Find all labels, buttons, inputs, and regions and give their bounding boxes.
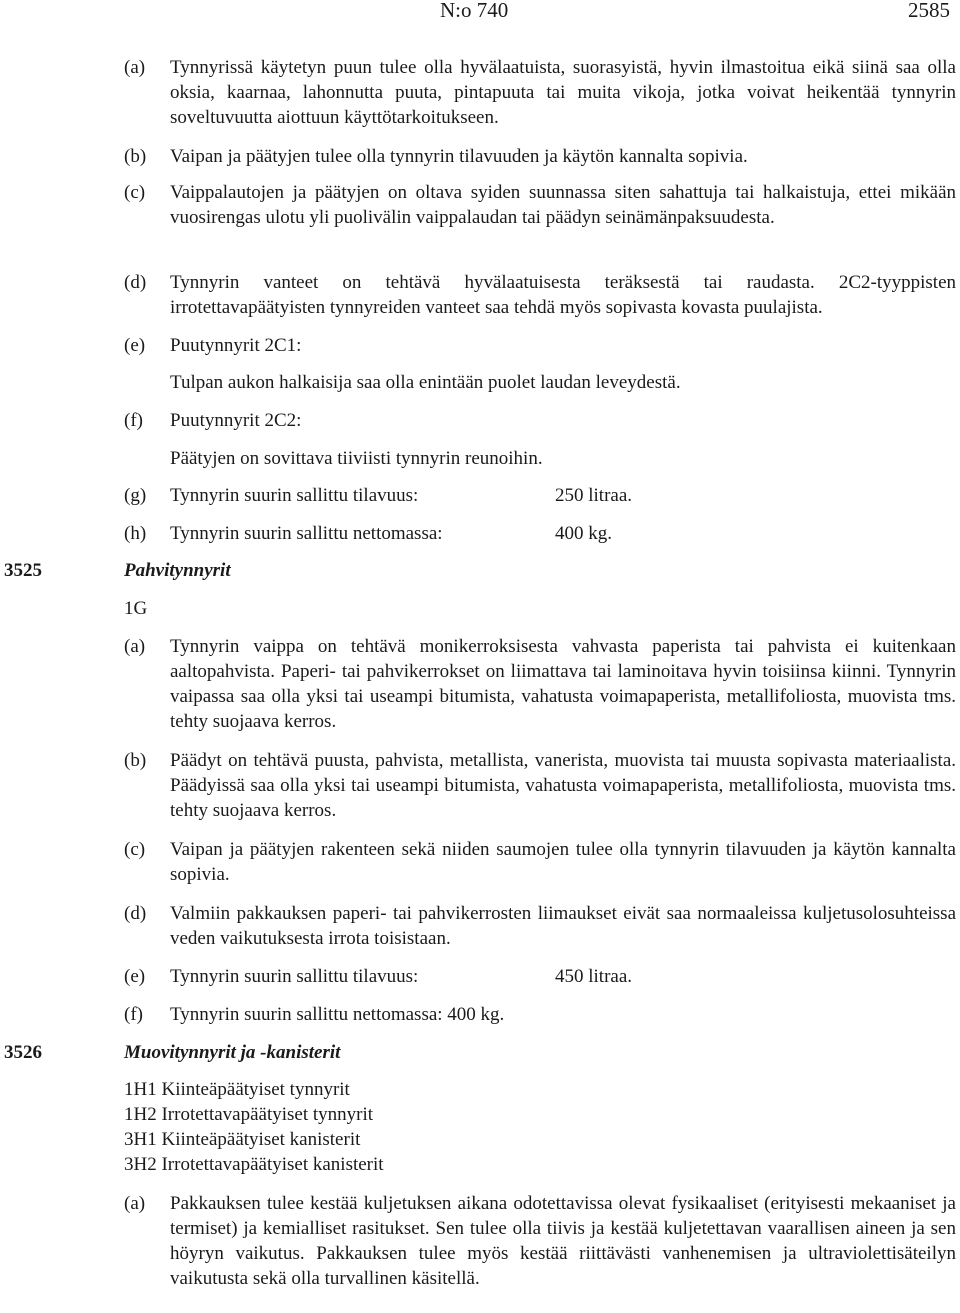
item-label: (c): [124, 839, 146, 860]
section-number-3525: 3525: [4, 560, 42, 581]
item-label: (b): [124, 146, 147, 167]
item-label: (e): [124, 335, 146, 356]
list-item-a: [124, 55, 956, 130]
section-title-3526: Muovitynnyrit ja -kanisterit: [124, 1042, 341, 1063]
item-text: Puutynnyrit 2C1:: [170, 335, 302, 356]
item-text: Tynnyrin suurin sallittu nettomassa: 400 kg.: [170, 1004, 505, 1025]
list-item-d: [124, 270, 956, 320]
list-item-f: [124, 1002, 956, 1027]
item-label: (f): [124, 410, 143, 431]
packaging-code: 1H1 Kiinteäpäätyiset tynnyrit: [124, 1079, 350, 1100]
item-label: (f): [124, 1004, 143, 1025]
list-item-b: [124, 748, 956, 823]
item-label: (a): [124, 636, 146, 657]
section-title-3525: Pahvitynnyrit: [124, 560, 231, 581]
section-number-3526: 3526: [4, 1042, 42, 1063]
item-e-value: 450 litraa.: [555, 966, 633, 987]
item-label: (d): [124, 272, 147, 293]
packaging-code: 3H2 Irrotettavapäätyiset kanisterit: [124, 1154, 384, 1175]
item-label: (b): [124, 750, 147, 771]
item-text: Pakkauksen tulee kestää kuljetuksen aikana odotettavissa olevat fysikaaliset (erityisesti mekaaniset ja termiset) ja kemialliset rasitukset. Sen tulee olla tiivis ja kestää kuljetettavan vaarallisen aineen ja sen höyryn vaikutus. Pakkauksen tulee myös kestää riittävästi vanhenemisen ja ultraviolettisäteilyn vaikutusta sekä olla turvallinen käsitellä.: [170, 1193, 956, 1289]
item-label: (h): [124, 523, 147, 544]
list-item-d: [124, 901, 956, 951]
item-label: (c): [124, 182, 146, 203]
item-text: Päädyt on tehtävä puusta, pahvista, metallista, vanerista, muovista tai muusta sopivasta materiaalista. Päädyissä saa olla yksi tai useampi bitumista, vahatusta voimapaperista, metallifoliosta, muovista tms. tehty suojaava kerros.: [170, 750, 956, 821]
item-text: Tynnyrissä käytetyn puun tulee olla hyvälaatuista, suorasyistä, hyvin ilmastoitua eikä siinä saa olla oksia, kaarnaa, lahonnutta puuta, pintapuuta tai muita vikoja, jotka voivat heikentää tynnyrin soveltuvuutta aiottuun käyttötarkoitukseen.: [170, 57, 956, 128]
document-number: N:o 740: [440, 0, 509, 22]
item-label: (d): [124, 903, 147, 924]
packaging-code: 1G: [124, 598, 148, 619]
list-item-h: [124, 521, 956, 546]
item-text: Tynnyrin suurin sallittu nettomassa:: [170, 523, 443, 544]
list-item-a: [124, 634, 956, 734]
list-item-e: [124, 964, 956, 989]
packaging-code: 3H1 Kiinteäpäätyiset kanisterit: [124, 1129, 361, 1150]
item-text: Tynnyrin vaippa on tehtävä monikerroksisesta vahvasta paperista tai pahvista ei kuitenkaan aaltopahvista. Paperi- tai pahvikerrokset on liimattava tai laminoitava hyvin toisiinsa kiinni. Tynnyrin vaipassa saa olla yksi tai useampi bitumista, vahatusta voimapaperista, metallifoliosta, muovista tms. tehty suojaava kerros.: [170, 636, 956, 732]
list-item-c: [124, 837, 956, 887]
item-text: Puutynnyrit 2C2:: [170, 410, 302, 431]
item-text: Vaipan ja päätyjen tulee olla tynnyrin tilavuuden ja käytön kannalta sopivia.: [170, 146, 748, 167]
item-label: (a): [124, 57, 146, 78]
list-item-b: [124, 144, 956, 169]
list-item-c: [124, 180, 956, 230]
item-text: Tynnyrin vanteet on tehtävä hyvälaatuisesta teräksestä tai raudasta. 2C2-tyyppisten irrotettavapäätyisten tynnyreiden vanteet saa tehdä myös sopivasta kovasta puulajista.: [170, 272, 956, 318]
list-item-f: [124, 408, 956, 433]
list-item-a: [124, 1191, 956, 1291]
item-h-value: 400 kg.: [555, 523, 612, 544]
item-label: (g): [124, 485, 147, 506]
list-item-e: [124, 333, 956, 358]
item-text: Vaipan ja päätyjen rakenteen sekä niiden saumojen tulee olla tynnyrin tilavuuden ja käytön kannalta sopivia.: [170, 839, 956, 885]
item-g-value: 250 litraa.: [555, 485, 633, 506]
item-text: Tynnyrin suurin sallittu tilavuus:: [170, 966, 419, 987]
item-text: Valmiin pakkauksen paperi- tai pahvikerrosten liimaukset eivät saa normaaleissa kuljetusolosuhteissa veden vaikutuksesta irrota toisistaan.: [170, 903, 956, 949]
item-text: Tynnyrin suurin sallittu tilavuus:: [170, 485, 419, 506]
item-text: Vaippalautojen ja päätyjen on oltava syiden suunnassa siten sahattuja tai halkaistuja, ettei mikään vuosirengas ulotu yli puolivälin vaippalaudan tai päädyn seinämänpaksuudesta.: [170, 182, 956, 228]
item-f-detail: Päätyjen on sovittava tiiviisti tynnyrin reunoihin.: [170, 448, 543, 469]
item-e-detail: Tulpan aukon halkaisija saa olla enintään puolet laudan leveydestä.: [170, 372, 681, 393]
list-item-g: [124, 483, 956, 508]
packaging-code: 1H2 Irrotettavapäätyiset tynnyrit: [124, 1104, 374, 1125]
item-label: (e): [124, 966, 146, 987]
page-number: 2585: [908, 0, 950, 22]
item-label: (a): [124, 1193, 146, 1214]
